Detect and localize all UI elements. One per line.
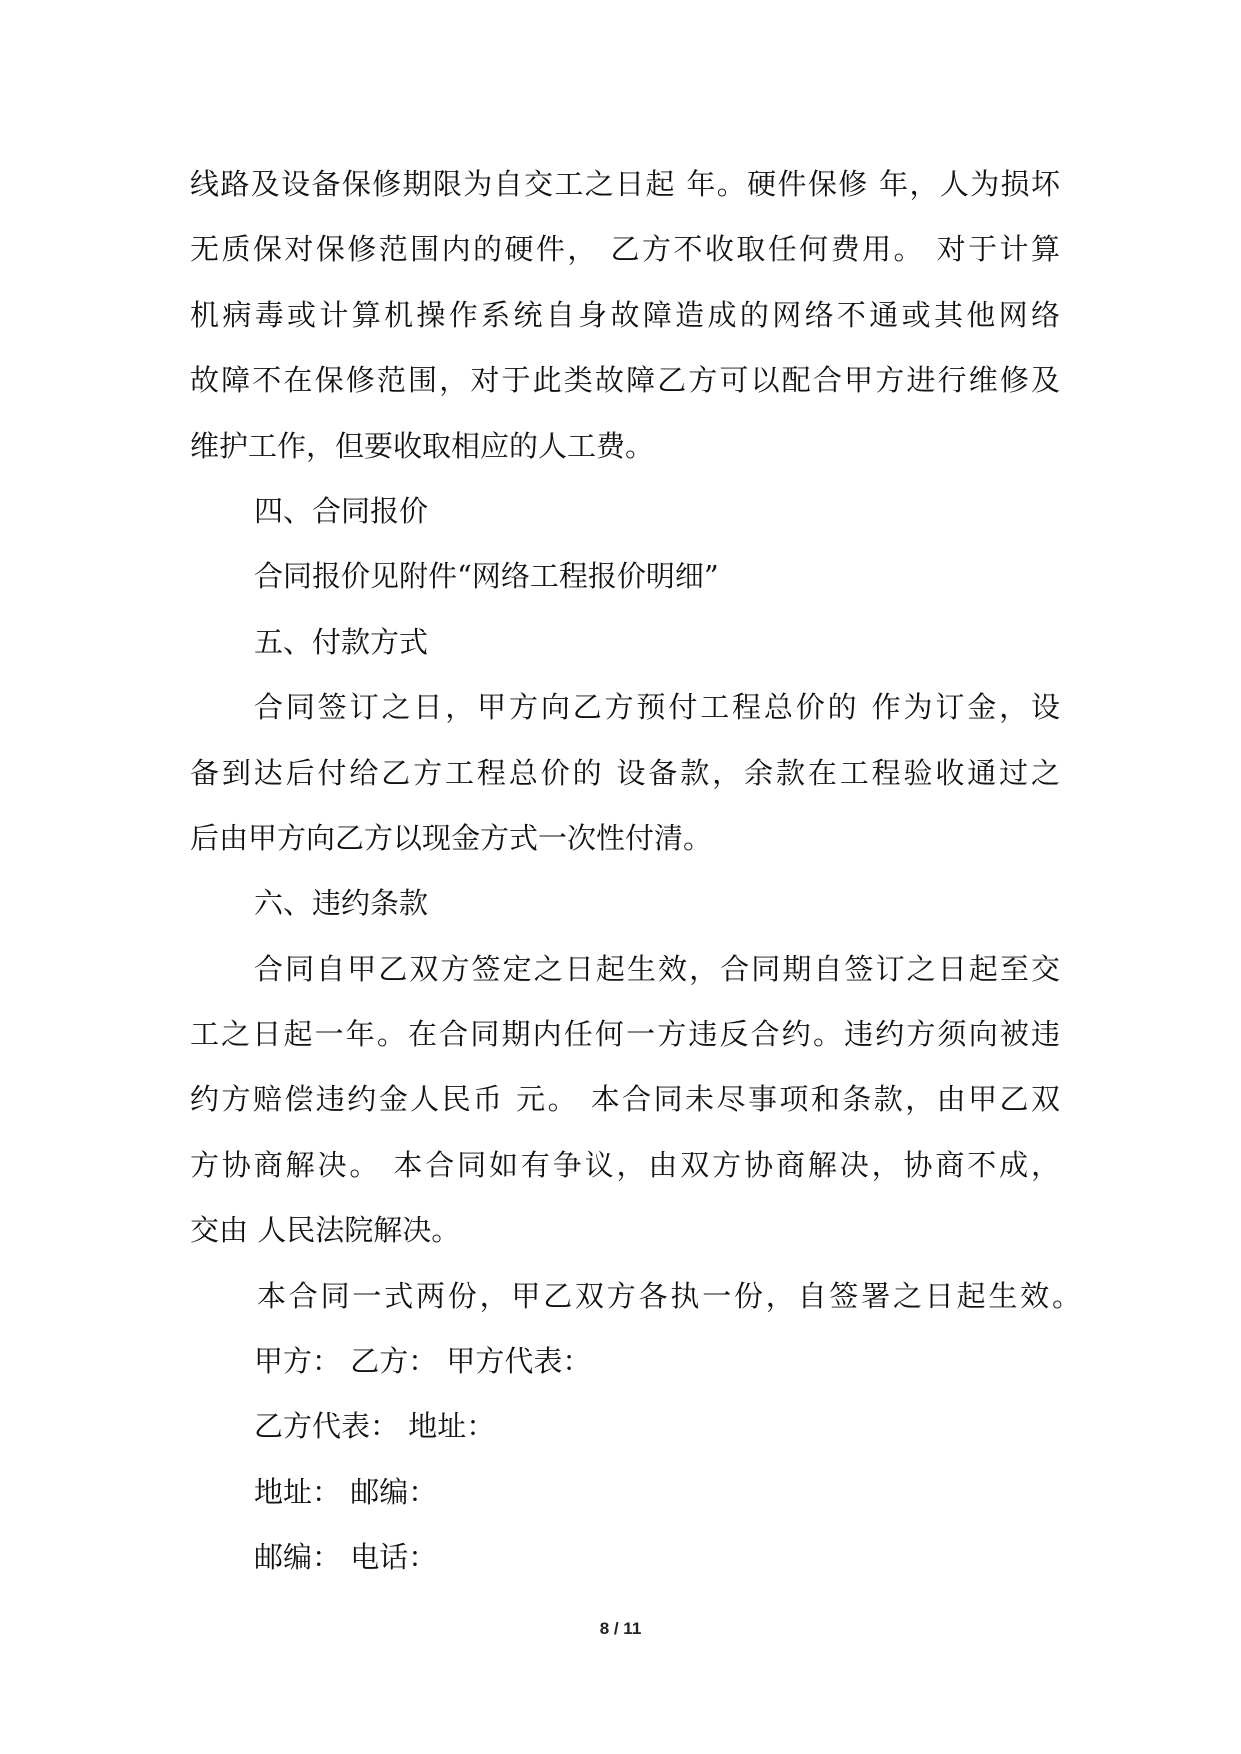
text-line-breach-4: 方协商解决。 本合同如有争议，由双方协商解决，协商不成，	[190, 1147, 1060, 1182]
text-line-warranty-1: 线路及设备保修期限为自交工之日起 年。硬件保修 年，人为损坏	[190, 167, 1060, 201]
page-number: 8 / 11	[599, 1619, 642, 1638]
text-line-payment-3: 后由甲方向乙方以现金方式一次性付清。	[190, 820, 713, 855]
signature-line-address-postcode: 地址： 邮编：	[254, 1474, 438, 1509]
text-line-quote: 合同报价见附件“网络工程报价明细”	[254, 559, 719, 594]
text-line-warranty-3: 机病毒或计算机操作系统自身故障造成的网络不通或其他网络	[190, 297, 1060, 332]
section-heading-breach: 六、违约条款	[254, 886, 429, 921]
text-line-breach-3: 约方赔偿违约金人民币 元。 本合同未尽事项和条款，由甲乙双	[190, 1082, 1060, 1117]
contract-body	[190, 152, 1081, 1591]
signature-line-postcode-phone: 邮编： 电话：	[254, 1540, 438, 1575]
signature-line-parties: 甲方： 乙方： 甲方代表：	[254, 1344, 592, 1379]
signature-line-representative-address: 乙方代表： 地址：	[254, 1409, 496, 1444]
section-heading-payment: 五、付款方式	[254, 624, 429, 659]
section-heading-quote: 四、合同报价	[254, 493, 429, 528]
text-line-warranty-2: 无质保对保修范围内的硬件， 乙方不收取任何费用。 对于计算	[190, 232, 1060, 267]
text-line-warranty-4: 故障不在保修范围，对于此类故障乙方可以配合甲方进行维修及	[190, 363, 1060, 398]
text-line-payment-2: 备到达后付给乙方工程总价的 设备款，余款在工程验收通过之	[190, 755, 1060, 790]
text-line-copies: 本合同一式两份，甲乙双方各执一份，自签署之日起生效。	[257, 1278, 1081, 1313]
text-line-payment-1: 合同签订之日，甲方向乙方预付工程总价的 作为订金，设	[254, 690, 1060, 725]
text-line-warranty-5: 维护工作，但要收取相应的人工费。	[190, 428, 655, 463]
text-line-breach-5: 交由 人民法院解决。	[190, 1213, 461, 1248]
text-line-breach-1: 合同自甲乙双方签定之日起生效，合同期自签订之日起至交	[254, 951, 1060, 986]
text-line-breach-2: 工之日起一年。在合同期内任何一方违反合约。违约方须向被违	[190, 1017, 1060, 1052]
